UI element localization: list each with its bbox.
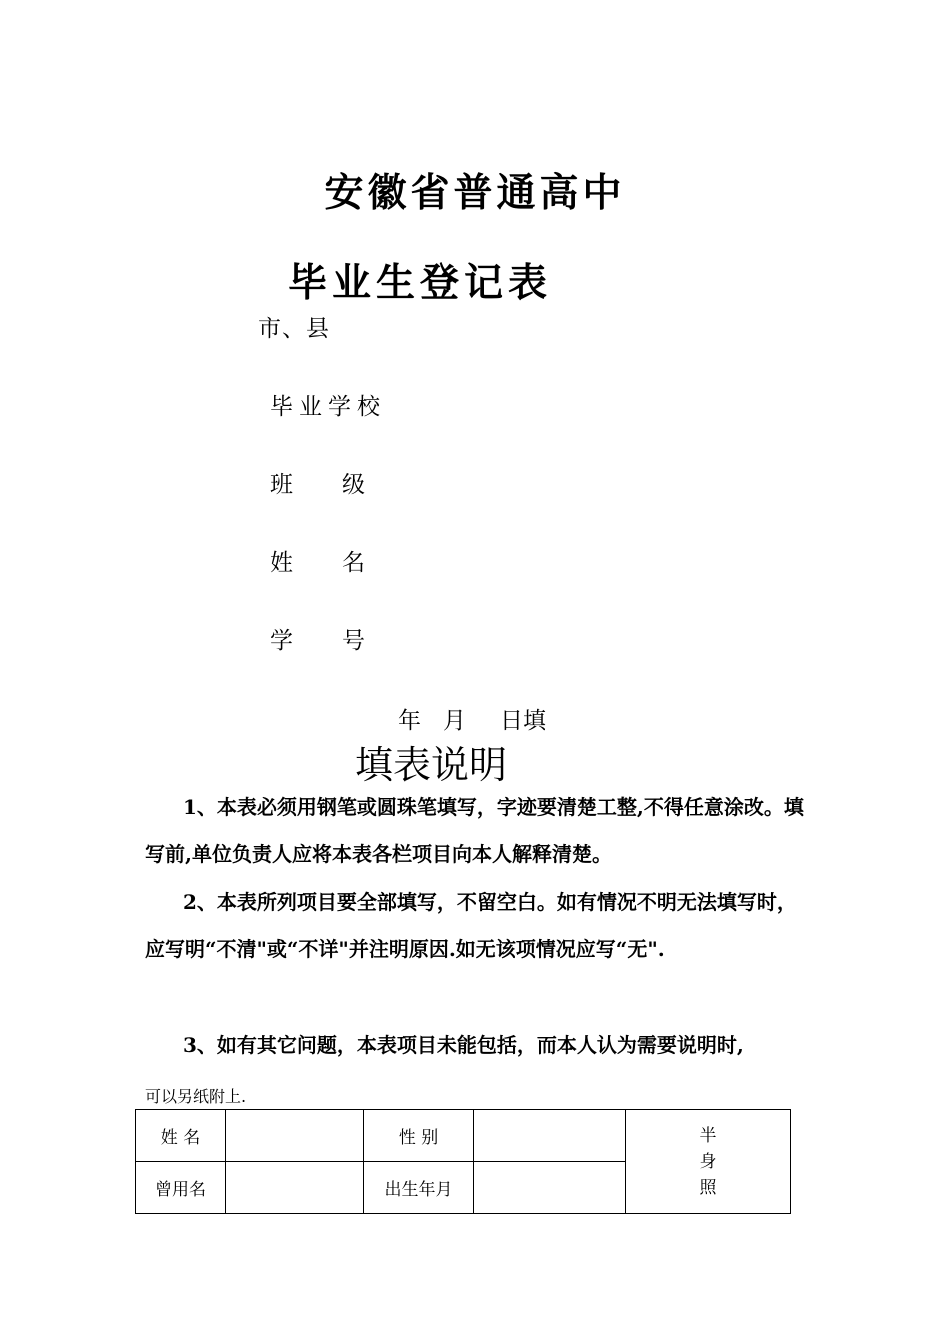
photo-label-line2: 身 <box>699 1151 717 1172</box>
class-field <box>270 466 366 499</box>
name-label-char2: 名 <box>342 550 366 576</box>
instructions-title <box>0 734 950 789</box>
date-line <box>398 702 546 735</box>
instruction-item-1 <box>145 784 815 878</box>
instruction-item-3 <box>145 1022 815 1069</box>
instructions-title-text: 填表说明 <box>354 743 507 787</box>
class-label-char2: 级 <box>342 472 366 498</box>
document-title-line2: 毕业生登记表 <box>288 261 553 306</box>
name-input-cell[interactable] <box>226 1110 364 1162</box>
table-row <box>136 1110 791 1162</box>
instruction-item-1-text: 1、本表必须用钢笔或圆珠笔填写，字迹要清楚工整,不得任意涂改。填写前,单位负责人应将本表各栏项目向本人解释清楚。 <box>145 795 804 866</box>
instruction-item-2 <box>145 879 815 973</box>
photo-cell[interactable] <box>626 1110 791 1214</box>
name-label-char1: 姓 <box>270 550 294 576</box>
date-year: 年 <box>398 708 421 734</box>
graduation-school-field: 毕业学校 <box>270 394 386 420</box>
personal-info-table <box>135 1109 791 1214</box>
instruction-item-3-text: 3、如有其它问题，本表项目未能包括，而本人认为需要说明时, <box>183 1033 744 1057</box>
photo-label-line3: 照 <box>699 1177 717 1198</box>
former-name-label-cell: 曾用名 <box>136 1162 226 1214</box>
birth-date-label-cell: 出生年月 <box>364 1162 474 1214</box>
gender-input-cell[interactable] <box>474 1110 626 1162</box>
name-label-cell: 姓 名 <box>136 1110 226 1162</box>
photo-label-line1: 半 <box>699 1125 717 1146</box>
name-field <box>270 544 366 577</box>
instruction-item-3-continuation: 可以另纸附上. <box>145 1087 247 1106</box>
document-title-line1: 安徽省普通高中 <box>324 171 626 216</box>
class-label-char1: 班 <box>270 472 294 498</box>
instruction-item-2-text: 2、本表所列项目要全部填写，不留空白。如有情况不明无法填写时，应写明“不清"或“不详"并注明原因.如无该项情况应写“无". <box>145 890 797 961</box>
birth-date-input-cell[interactable] <box>474 1162 626 1214</box>
date-day: 日填 <box>500 708 546 734</box>
former-name-input-cell[interactable] <box>226 1162 364 1214</box>
city-county-field: 市、县 <box>258 316 330 342</box>
student-id-field <box>270 622 366 655</box>
gender-label-cell: 性 别 <box>364 1110 474 1162</box>
id-label-char1: 学 <box>270 628 294 654</box>
photo-label <box>700 1123 717 1201</box>
id-label-char2: 号 <box>342 628 366 654</box>
date-month: 月 <box>443 708 466 734</box>
